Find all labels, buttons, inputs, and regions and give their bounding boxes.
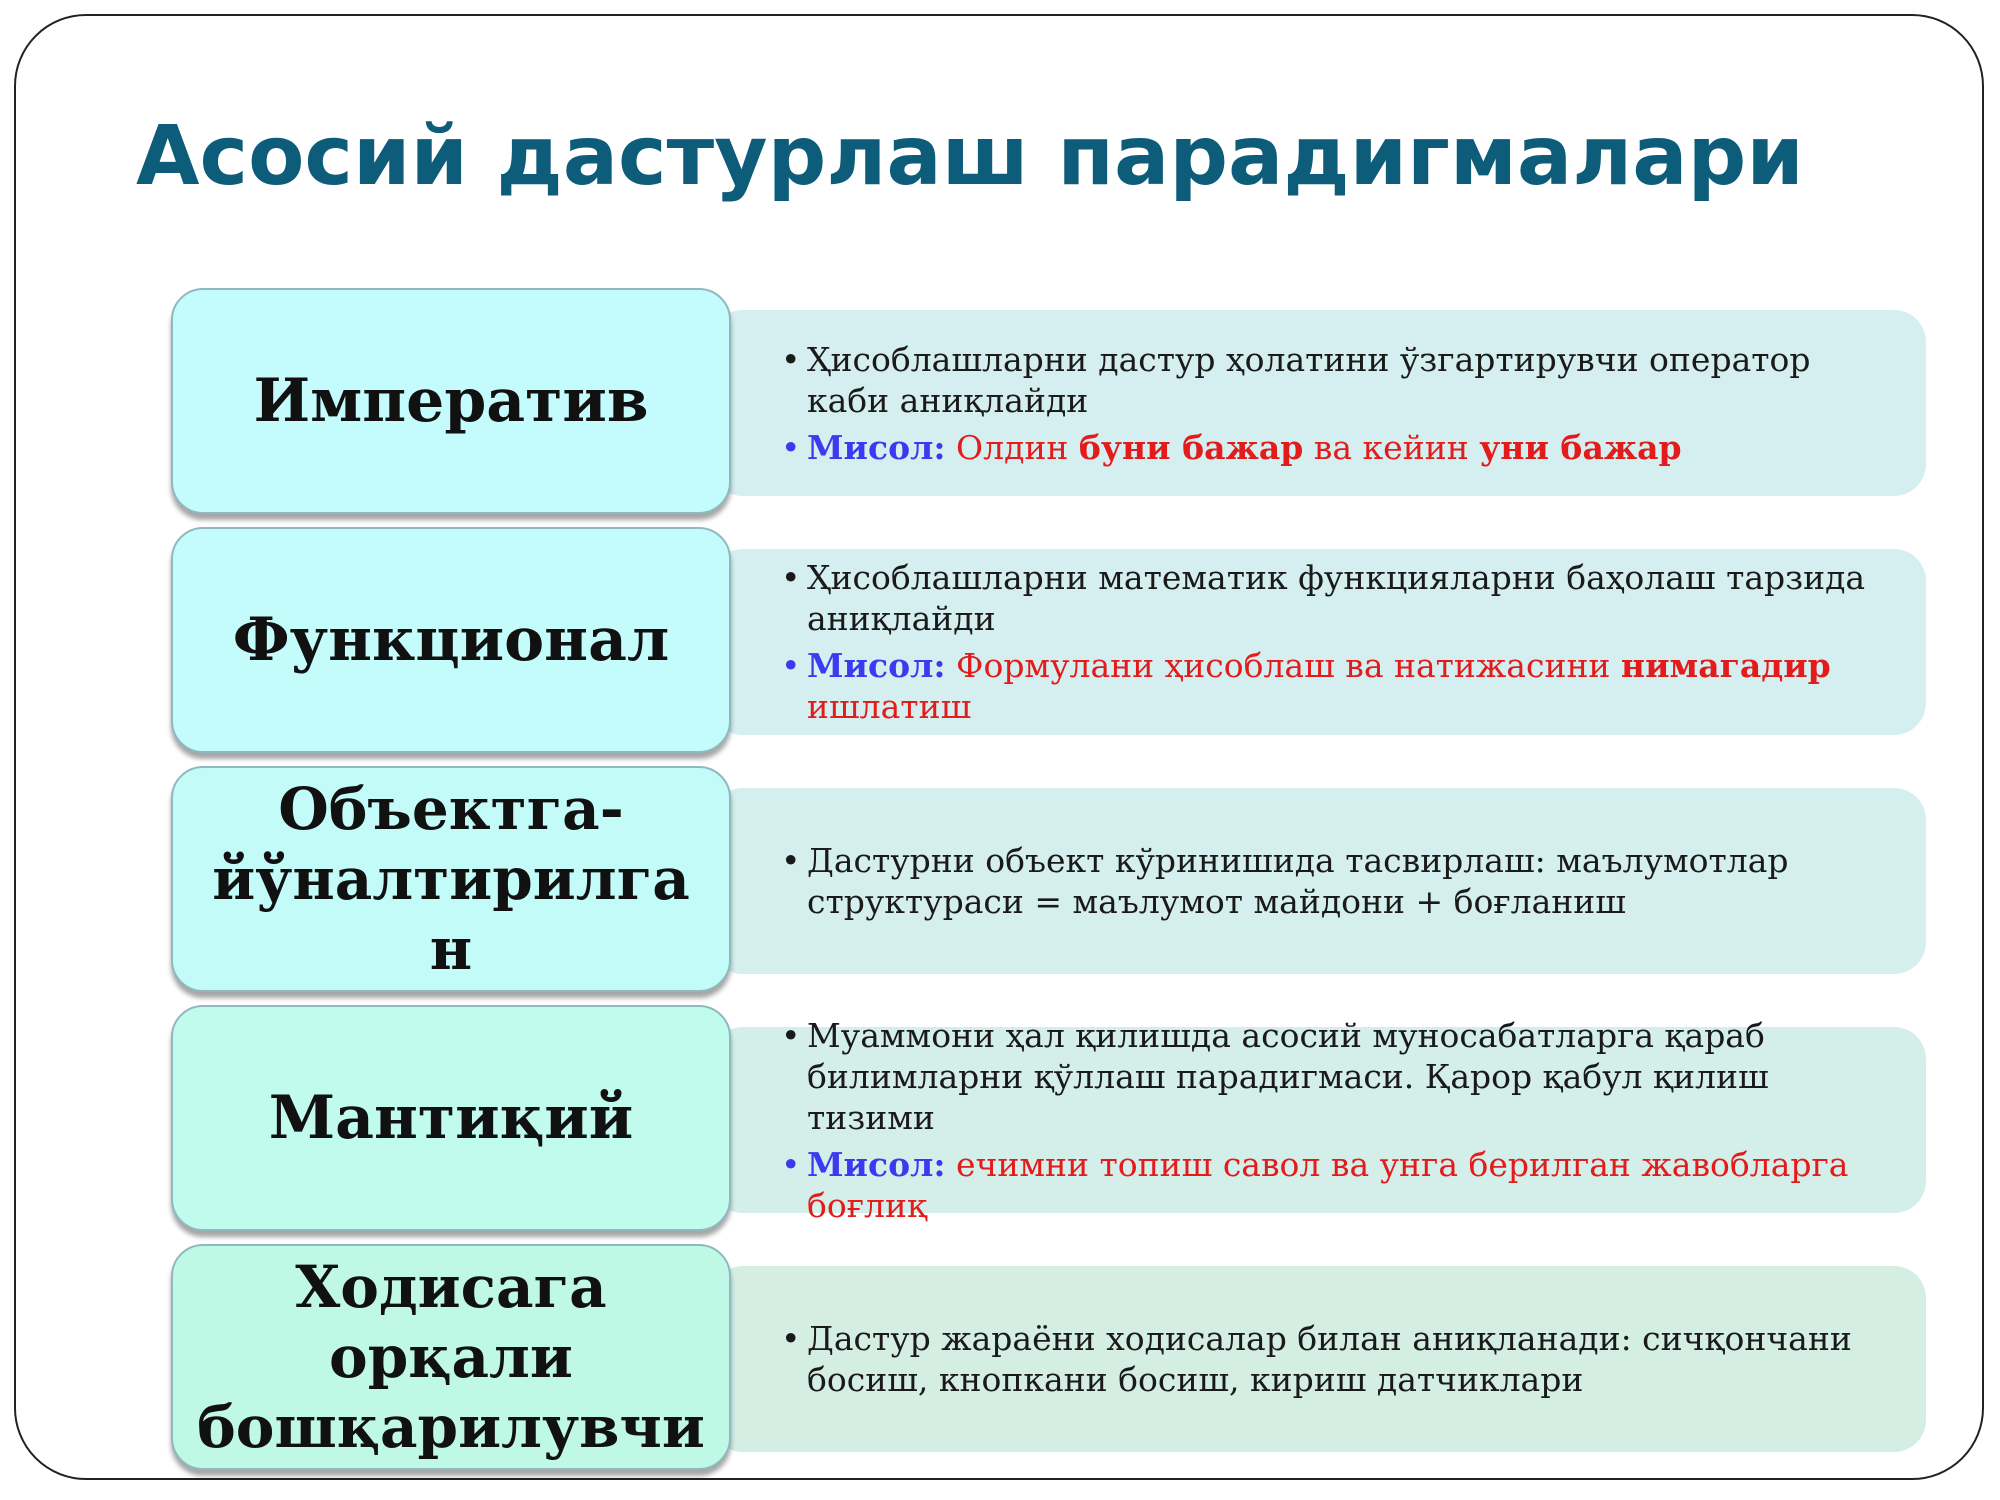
paradigm-row-object-oriented <box>171 766 1926 998</box>
paradigm-row-event-driven <box>171 1244 1926 1476</box>
description-text: • Ҳисоблашларни дастур ҳолатини ўзгартирувчи оператор каби аниқлайди <box>781 339 1876 421</box>
example-part: ечимни топиш савол ва унга берилган жавобларга боғлиқ <box>807 1144 1849 1225</box>
example-part: ва кейин <box>1303 427 1480 467</box>
paradigm-label <box>197 1252 705 1462</box>
description-text: • Ҳисоблашларни математик функцияларни баҳолаш тарзида аниқлайди <box>781 557 1876 639</box>
example-emphasis: буни бажар <box>1078 427 1304 467</box>
paradigm-label-line: орқали <box>329 1323 573 1391</box>
description-panel <box>711 310 1926 496</box>
paradigm-label-line: Ходисага <box>295 1253 607 1321</box>
paradigm-label-line: йўналтирилга <box>212 845 690 913</box>
description-text: • Дастурни объект кўринишида тасвирлаш: маълумотлар структураси = маълумот майдони + боғланиш <box>781 840 1876 922</box>
paradigm-label: Мантиқий <box>268 1083 634 1153</box>
paradigm-label-box <box>171 1005 731 1231</box>
description-panel <box>711 1015 1926 1225</box>
example-text <box>781 427 1876 468</box>
description-text: • Муаммони ҳал қилишда асосий муносабатларга қараб билимларни қўллаш парадигмаси. Қарор қабул қилиш тизими <box>781 1015 1876 1138</box>
paradigm-label-line: бошқарилувчи <box>197 1393 705 1461</box>
slide-frame <box>14 14 1984 1480</box>
paradigm-label-line: Объектга- <box>278 775 624 843</box>
paradigm-label-box <box>171 766 731 992</box>
example-part: Олдин <box>945 427 1079 467</box>
example-text <box>781 1144 1876 1226</box>
paradigm-label: Императив <box>253 366 649 436</box>
paradigm-label-line: н <box>429 915 473 983</box>
paradigm-row-logical <box>171 1005 1926 1237</box>
description-text: • Дастур жараёни ходисалар билан аниқланади: сичқончани босиш, кнопкани босиш, кириш датчиклари <box>781 1318 1876 1400</box>
paradigm-label-box <box>171 288 731 514</box>
slide-title: Асосий дастурлаш парадигмалари <box>136 109 1804 204</box>
example-text <box>781 645 1876 727</box>
paradigm-row-imperative <box>171 288 1926 520</box>
paradigm-label-box <box>171 527 731 753</box>
example-part: ишлатиш <box>807 687 972 726</box>
paradigm-label: Функционал <box>232 605 670 675</box>
example-label: Мисол: <box>807 1144 946 1184</box>
description-panel <box>711 788 1926 974</box>
description-panel <box>711 1266 1926 1452</box>
paradigm-row-functional <box>171 527 1926 759</box>
description-panel <box>711 549 1926 735</box>
example-label: Мисол: <box>807 646 946 685</box>
example-label: Мисол: <box>807 427 946 467</box>
example-part: Формулани ҳисоблаш ва натижасини <box>945 646 1621 685</box>
paradigm-label-box <box>171 1244 731 1470</box>
paradigm-label <box>212 774 690 984</box>
example-emphasis: нимагадир <box>1620 646 1831 685</box>
example-emphasis: уни бажар <box>1479 427 1682 467</box>
